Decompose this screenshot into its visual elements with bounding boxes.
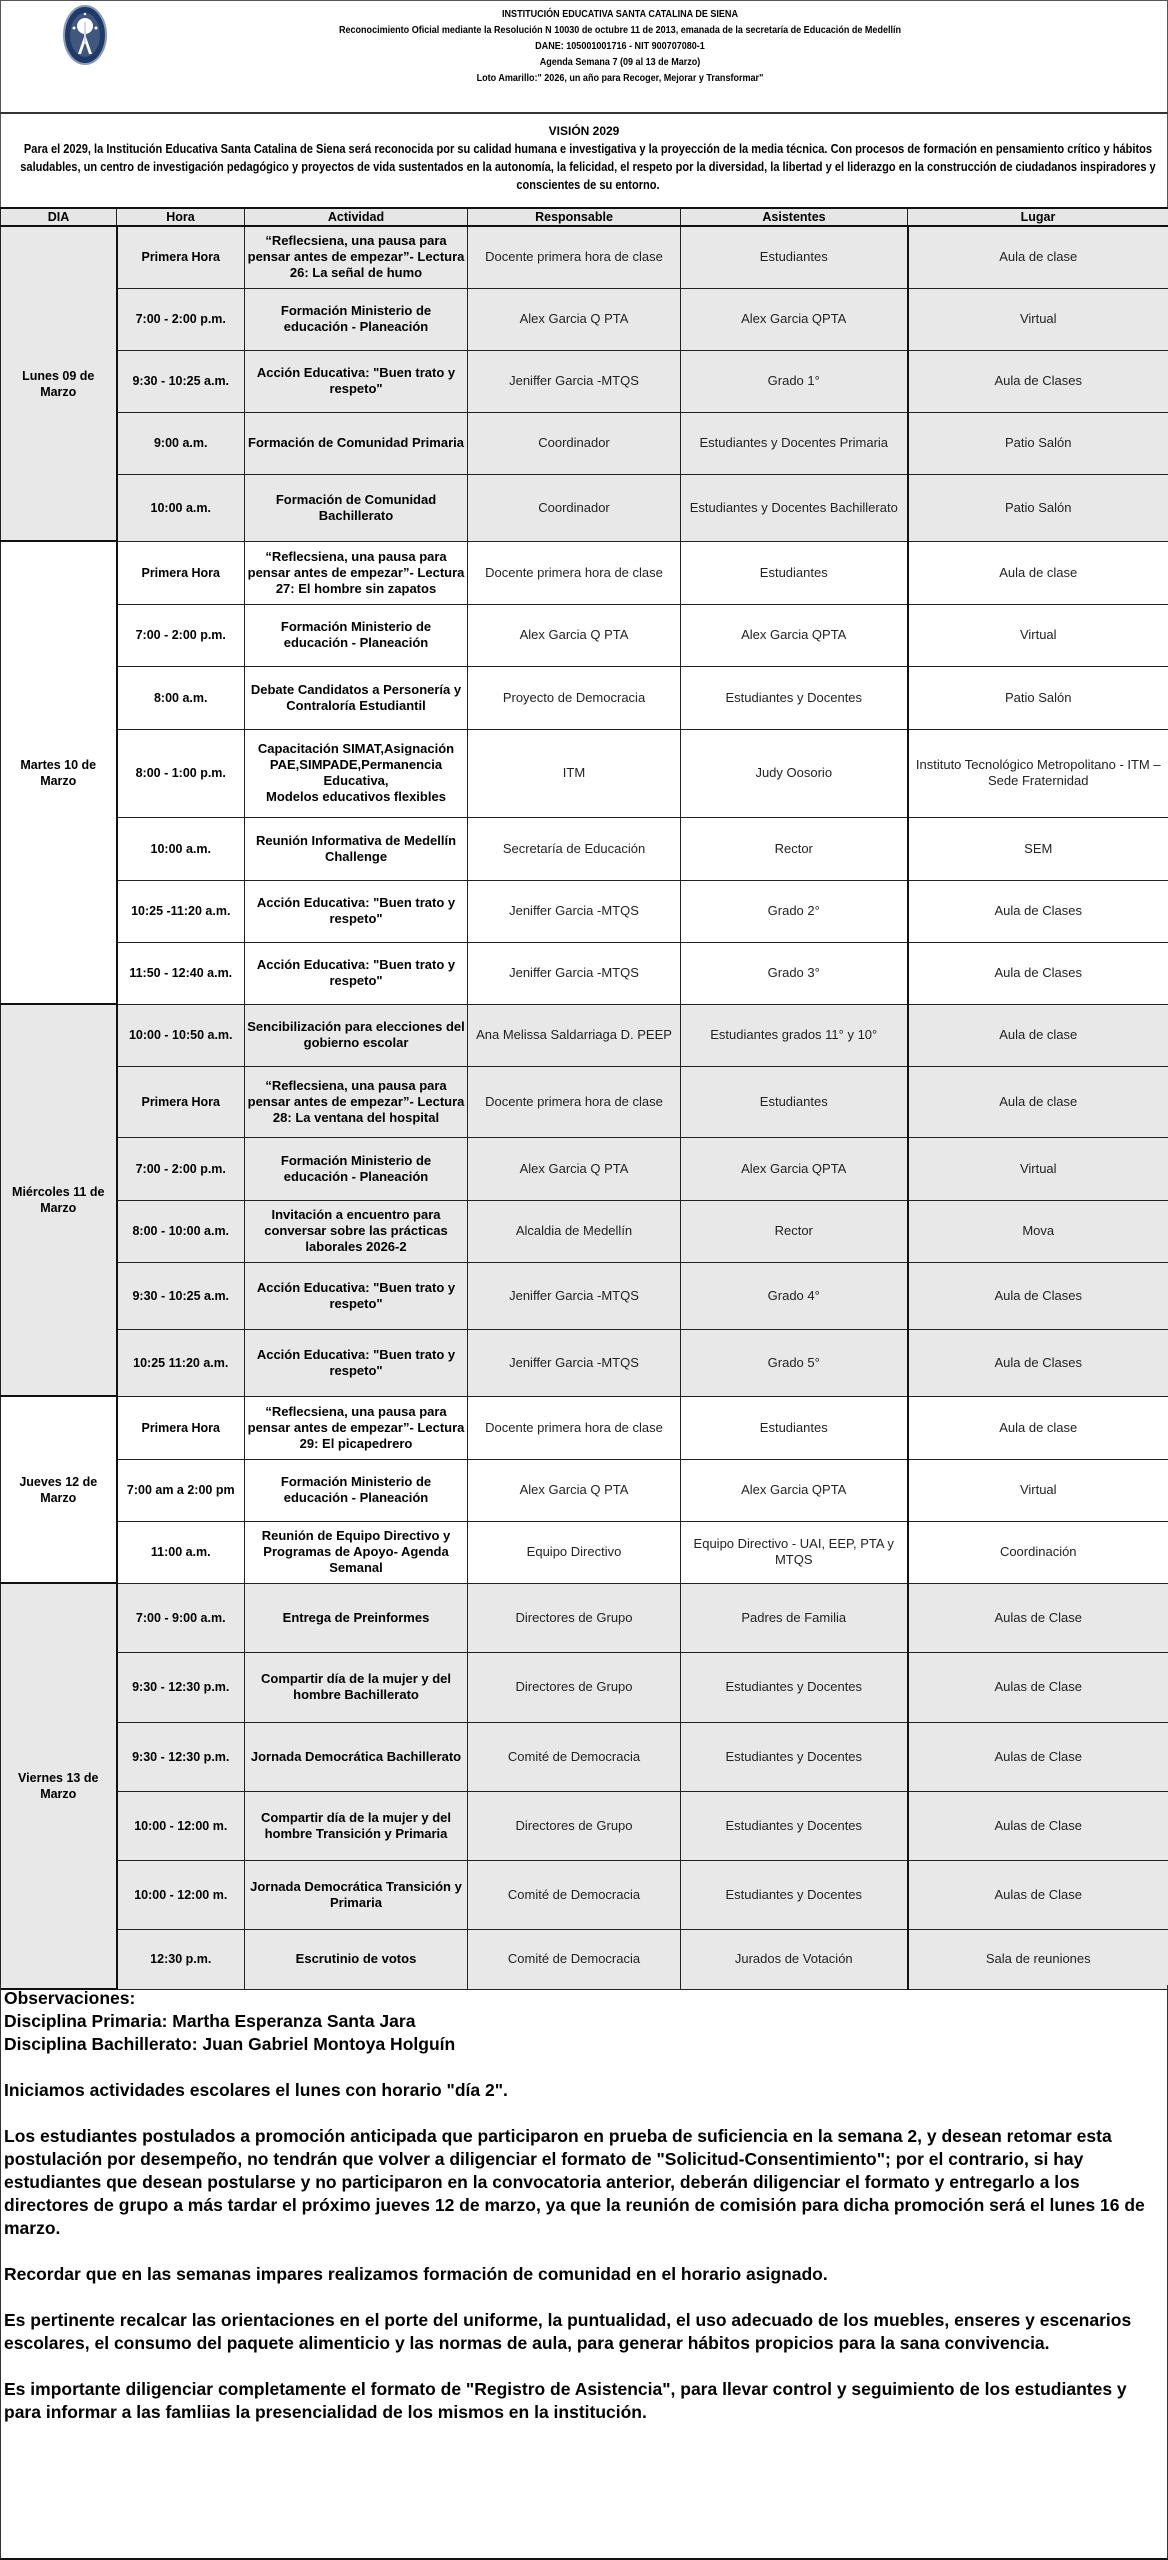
activity-cell: Entrega de Preinformes [245, 1583, 468, 1652]
activity-cell: Sencibilización para elecciones del gobierno escolar [245, 1004, 468, 1066]
place-cell: Sala de reuniones [908, 1929, 1168, 1989]
hora-cell: 7:00 - 9:00 a.m. [117, 1583, 245, 1652]
responsible-cell: Directores de Grupo [468, 1583, 681, 1652]
place-cell: Aulas de Clase [908, 1652, 1168, 1722]
observations-title: Observaciones: [4, 1988, 136, 2008]
activity-cell: Acción Educativa: "Buen trato y respeto" [245, 350, 468, 412]
responsible-cell: Jeniffer Garcia -MTQS [468, 880, 681, 942]
attendees-cell: Grado 1° [681, 350, 908, 412]
place-cell: Aula de clase [908, 1396, 1168, 1459]
attendees-cell: Rector [681, 1200, 908, 1262]
activity-cell: Compartir día de la mujer y del hombre Transición y Primaria [245, 1791, 468, 1860]
responsible-cell: Ana Melissa Saldarriaga D. PEEP [468, 1004, 681, 1066]
attendees-cell: Estudiantes [681, 226, 908, 288]
responsible-cell: Equipo Directivo [468, 1521, 681, 1583]
place-cell: Virtual [908, 1459, 1168, 1521]
discipline-high-school: Disciplina Bachillerato: Juan Gabriel Montoya Holguín [4, 2034, 456, 2054]
responsible-cell: Docente primera hora de clase [468, 226, 681, 288]
activity-cell: Jornada Democrática Bachillerato [245, 1722, 468, 1791]
attendees-cell: Estudiantes [681, 541, 908, 604]
day-cell: Lunes 09 de Marzo [1, 226, 117, 541]
responsible-cell: Alex Garcia Q PTA [468, 604, 681, 666]
activity-cell: Formación Ministerio de educación - Planeación [245, 604, 468, 666]
place-cell: Aulas de Clase [908, 1722, 1168, 1791]
attendees-cell: Grado 5° [681, 1329, 908, 1396]
attendees-cell: Estudiantes y Docentes [681, 1860, 908, 1929]
activity-cell: Acción Educativa: "Buen trato y respeto" [245, 1262, 468, 1329]
activity-cell: Reunión Informativa de Medellín Challenge [245, 817, 468, 880]
attendees-cell: Grado 2° [681, 880, 908, 942]
activity-cell: Acción Educativa: "Buen trato y respeto" [245, 880, 468, 942]
school-crest-icon [62, 4, 108, 66]
hora-cell: 10:00 a.m. [117, 817, 245, 880]
hora-cell: 10:00 - 10:50 a.m. [117, 1004, 245, 1066]
attendees-cell: Equipo Directivo - UAI, EEP, PTA y MTQS [681, 1521, 908, 1583]
place-cell: Patio Salón [908, 666, 1168, 729]
activity-cell: Compartir día de la mujer y del hombre Bachillerato [245, 1652, 468, 1722]
column-header-dia: DIA [1, 208, 117, 226]
place-cell: Virtual [908, 1137, 1168, 1200]
responsible-cell: Proyecto de Democracia [468, 666, 681, 729]
attendees-cell: Grado 4° [681, 1262, 908, 1329]
attendees-cell: Estudiantes y Docentes Bachillerato [681, 474, 908, 541]
place-cell: Aulas de Clase [908, 1583, 1168, 1652]
attendees-cell: Estudiantes y Docentes [681, 666, 908, 729]
attendees-cell: Alex Garcia QPTA [681, 1459, 908, 1521]
agenda-row [1, 1583, 1168, 1652]
place-cell: Aula de clase [908, 1066, 1168, 1137]
hora-cell: 7:00 - 2:00 p.m. [117, 288, 245, 350]
observation-paragraph: Recordar que en las semanas impares realizamos formación de comunidad en el horario asignado. [4, 2264, 828, 2284]
agenda-row [1, 666, 1168, 729]
activity-cell: Formación Ministerio de educación - Planeación [245, 288, 468, 350]
place-cell: Mova [908, 1200, 1168, 1262]
day-cell: Miércoles 11 de Marzo [1, 1004, 117, 1396]
responsible-cell: Comité de Democracia [468, 1722, 681, 1791]
attendees-cell: Alex Garcia QPTA [681, 1137, 908, 1200]
place-cell: Coordinación [908, 1521, 1168, 1583]
agenda-row [1, 729, 1168, 817]
activity-cell: Formación Ministerio de educación - Planeación [245, 1459, 468, 1521]
hora-cell: 12:30 p.m. [117, 1929, 245, 1989]
agenda-row [1, 1459, 1168, 1521]
recognition-line: Reconocimiento Oficial mediante la Resolución N 10030 de octubre 11 de 2013, emanada de la secretaría de Educación de Medellín [338, 24, 902, 36]
activity-cell: Capacitación SIMAT,Asignación PAE,SIMPADE,Permanencia Educativa, Modelos educativos flexibles [245, 729, 468, 817]
day-cell: Viernes 13 de Marzo [1, 1583, 117, 1989]
responsible-cell: Docente primera hora de clase [468, 541, 681, 604]
activity-cell: “Reflecsiena, una pausa para pensar antes de empezar”- Lectura 28: La ventana del hospital [245, 1066, 468, 1137]
responsible-cell: Alex Garcia Q PTA [468, 288, 681, 350]
column-header-asistentes: Asistentes [681, 208, 908, 226]
observation-paragraph: Iniciamos actividades escolares el lunes con horario "día 2". [4, 2080, 508, 2100]
place-cell: Aula de Clases [908, 880, 1168, 942]
activity-cell: Acción Educativa: "Buen trato y respeto" [245, 1329, 468, 1396]
vision-section [0, 114, 1168, 206]
activity-cell: Formación Ministerio de educación - Planeación [245, 1137, 468, 1200]
responsible-cell: Coordinador [468, 412, 681, 474]
hora-cell: 8:00 a.m. [117, 666, 245, 729]
agenda-row [1, 1137, 1168, 1200]
hora-cell: 10:25 -11:20 a.m. [117, 880, 245, 942]
agenda-row [1, 541, 1168, 604]
attendees-cell: Grado 3° [681, 942, 908, 1004]
activity-cell: Acción Educativa: "Buen trato y respeto" [245, 942, 468, 1004]
table-header-row [1, 208, 1168, 226]
agenda-row [1, 942, 1168, 1004]
place-cell: Patio Salón [908, 474, 1168, 541]
vision-title: VISIÓN 2029 [548, 124, 620, 138]
agenda-row [1, 350, 1168, 412]
activity-cell: Reunión de Equipo Directivo y Programas de Apoyo- Agenda Semanal [245, 1521, 468, 1583]
agenda-row [1, 474, 1168, 541]
place-cell: Instituto Tecnológico Metropolitano - ITM – Sede Fraternidad [908, 729, 1168, 817]
agenda-row [1, 288, 1168, 350]
attendees-cell: Estudiantes y Docentes [681, 1652, 908, 1722]
hora-cell: 11:00 a.m. [117, 1521, 245, 1583]
hora-cell: 10:00 - 12:00 m. [117, 1860, 245, 1929]
activity-cell: “Reflecsiena, una pausa para pensar antes de empezar”- Lectura 27: El hombre sin zapatos [245, 541, 468, 604]
hora-cell: 10:00 - 12:00 m. [117, 1791, 245, 1860]
attendees-cell: Estudiantes grados 11° y 10° [681, 1004, 908, 1066]
activity-cell: Invitación a encuentro para conversar sobre las prácticas laborales 2026-2 [245, 1200, 468, 1262]
place-cell: Patio Salón [908, 412, 1168, 474]
hora-cell: 7:00 - 2:00 p.m. [117, 604, 245, 666]
activity-cell: Escrutinio de votos [245, 1929, 468, 1989]
activity-cell: Formación de Comunidad Primaria [245, 412, 468, 474]
agenda-row [1, 880, 1168, 942]
agenda-row [1, 1066, 1168, 1137]
responsible-cell: Directores de Grupo [468, 1791, 681, 1860]
attendees-cell: Rector [681, 817, 908, 880]
column-header-actividad: Actividad [245, 208, 468, 226]
agenda-row [1, 817, 1168, 880]
responsible-cell: Directores de Grupo [468, 1652, 681, 1722]
responsible-cell: Docente primera hora de clase [468, 1066, 681, 1137]
activity-cell: Debate Candidatos a Personería y Contraloría Estudiantil [245, 666, 468, 729]
agenda-row [1, 1860, 1168, 1929]
responsible-cell: Secretaría de Educación [468, 817, 681, 880]
attendees-cell: Estudiantes [681, 1066, 908, 1137]
agenda-row [1, 1521, 1168, 1583]
institution-name: INSTITUCIÓN EDUCATIVA SANTA CATALINA DE SIENA [502, 8, 738, 20]
responsible-cell: Jeniffer Garcia -MTQS [468, 1329, 681, 1396]
place-cell: Virtual [908, 288, 1168, 350]
column-header-hora: Hora [117, 208, 245, 226]
responsible-cell: Jeniffer Garcia -MTQS [468, 942, 681, 1004]
hora-cell: 7:00 am a 2:00 pm [117, 1459, 245, 1521]
agenda-row [1, 1200, 1168, 1262]
dane-line: DANE: 105001001716 - NIT 900707080-1 [535, 40, 705, 52]
agenda-row [1, 1396, 1168, 1459]
place-cell: Aula de clase [908, 226, 1168, 288]
place-cell: Aula de Clases [908, 1329, 1168, 1396]
responsible-cell: ITM [468, 729, 681, 817]
observation-paragraph: Es pertinente recalcar las orientaciones en el porte del uniforme, la puntualidad, el uso adecuado de los muebles, enseres y escenarios escolares, el consumo del paquete alimenticio y las normas de aula, para generar hábitos propicios para la sana convivencia. [4, 2310, 1132, 2353]
responsible-cell: Comité de Democracia [468, 1929, 681, 1989]
hora-cell: 9:30 - 10:25 a.m. [117, 1262, 245, 1329]
place-cell: Aula de clase [908, 541, 1168, 604]
attendees-cell: Estudiantes y Docentes [681, 1722, 908, 1791]
place-cell: Aulas de Clase [908, 1791, 1168, 1860]
activity-cell: “Reflecsiena, una pausa para pensar antes de empezar”- Lectura 26: La señal de humo [245, 226, 468, 288]
observation-paragraph: Es importante diligenciar completamente el formato de "Registro de Asistencia", para llevar control y seguimiento de los estudiantes y para informar a las famliias la presencialidad de los mismos en la institución. [4, 2379, 1127, 2422]
activity-cell: Formación de Comunidad Bachillerato [245, 474, 468, 541]
agenda-row [1, 1791, 1168, 1860]
place-cell: Aula de Clases [908, 942, 1168, 1004]
agenda-row [1, 1004, 1168, 1066]
attendees-cell: Estudiantes [681, 1396, 908, 1459]
observation-paragraph: Los estudiantes postulados a promoción anticipada que participaron en prueba de suficiencia en la semana 2, y desean retomar esta postulación por desempeño, no tendrán que volver a diligenciar el formato de "Solicitud-Consentimiento"; por el contrario, si hay estudiantes que desean postularse y no participaron en la convocatoria anterior, deberán diligenciar el formato y entregarlo a los directores de grupo a más tardar el próximo jueves 12 de marzo, ya que la reunión de comisión para dicha promoción será el lunes 16 de marzo. [4, 2126, 1145, 2238]
vision-text: Para el 2029, la Institución Educativa Santa Catalina de Siena será reconocida por su calidad humana e investigativa y la proyección de la media técnica. Con procesos de formación en pensamiento crítico y hábitos saludables, un centro de investigación pedagógico y proyectos de vida sustentados en la autonomía, la felicidad, el respeto por la diversidad, la libertad y el liderazgo en la construcción de ciudadanos inspiradores y conscientes de su entorno. [20, 142, 1156, 192]
agenda-row [1, 604, 1168, 666]
agenda-row [1, 1722, 1168, 1791]
hora-cell: Primera Hora [117, 1396, 245, 1459]
responsible-cell: Alcaldia de Medellín [468, 1200, 681, 1262]
attendees-cell: Padres de Familia [681, 1583, 908, 1652]
hora-cell: 10:25 11:20 a.m. [117, 1329, 245, 1396]
responsible-cell: Alex Garcia Q PTA [468, 1137, 681, 1200]
motto-line: Loto Amarillo:" 2026, un año para Recoger, Mejorar y Transformar" [476, 72, 764, 84]
hora-cell: 7:00 - 2:00 p.m. [117, 1137, 245, 1200]
hora-cell: Primera Hora [117, 541, 245, 604]
attendees-cell: Alex Garcia QPTA [681, 604, 908, 666]
document-header [0, 0, 1168, 114]
column-header-responsable: Responsable [468, 208, 681, 226]
hora-cell: 8:00 - 1:00 p.m. [117, 729, 245, 817]
activity-cell: Jornada Democrática Transición y Primaria [245, 1860, 468, 1929]
agenda-row [1, 226, 1168, 288]
column-header-lugar: Lugar [908, 208, 1168, 226]
attendees-cell: Estudiantes y Docentes [681, 1791, 908, 1860]
hora-cell: 11:50 - 12:40 a.m. [117, 942, 245, 1004]
attendees-cell: Jurados de Votación [681, 1929, 908, 1989]
agenda-row [1, 1652, 1168, 1722]
observations-section [4, 1987, 1164, 2424]
hora-cell: 9:30 - 10:25 a.m. [117, 350, 245, 412]
agenda-row [1, 1262, 1168, 1329]
responsible-cell: Alex Garcia Q PTA [468, 1459, 681, 1521]
responsible-cell: Jeniffer Garcia -MTQS [468, 1262, 681, 1329]
agenda-table [0, 207, 1168, 1990]
agenda-row [1, 1329, 1168, 1396]
responsible-cell: Comité de Democracia [468, 1860, 681, 1929]
agenda-row [1, 412, 1168, 474]
day-cell: Jueves 12 de Marzo [1, 1396, 117, 1583]
hora-cell: Primera Hora [117, 226, 245, 288]
hora-cell: 9:00 a.m. [117, 412, 245, 474]
hora-cell: 10:00 a.m. [117, 474, 245, 541]
attendees-cell: Estudiantes y Docentes Primaria [681, 412, 908, 474]
agenda-row [1, 1929, 1168, 1989]
discipline-primary: Disciplina Primaria: Martha Esperanza Santa Jara [4, 2011, 416, 2031]
responsible-cell: Jeniffer Garcia -MTQS [468, 350, 681, 412]
hora-cell: 9:30 - 12:30 p.m. [117, 1722, 245, 1791]
agenda-week: Agenda Semana 7 (09 al 13 de Marzo) [539, 56, 701, 68]
attendees-cell: Alex Garcia QPTA [681, 288, 908, 350]
place-cell: Aula de Clases [908, 1262, 1168, 1329]
responsible-cell: Coordinador [468, 474, 681, 541]
place-cell: Virtual [908, 604, 1168, 666]
day-cell: Martes 10 de Marzo [1, 541, 117, 1004]
hora-cell: Primera Hora [117, 1066, 245, 1137]
place-cell: SEM [908, 817, 1168, 880]
place-cell: Aulas de Clase [908, 1860, 1168, 1929]
hora-cell: 8:00 - 10:00 a.m. [117, 1200, 245, 1262]
hora-cell: 9:30 - 12:30 p.m. [117, 1652, 245, 1722]
activity-cell: “Reflecsiena, una pausa para pensar antes de empezar”- Lectura 29: El picapedrero [245, 1396, 468, 1459]
place-cell: Aula de Clases [908, 350, 1168, 412]
place-cell: Aula de clase [908, 1004, 1168, 1066]
responsible-cell: Docente primera hora de clase [468, 1396, 681, 1459]
attendees-cell: Judy Oosorio [681, 729, 908, 817]
